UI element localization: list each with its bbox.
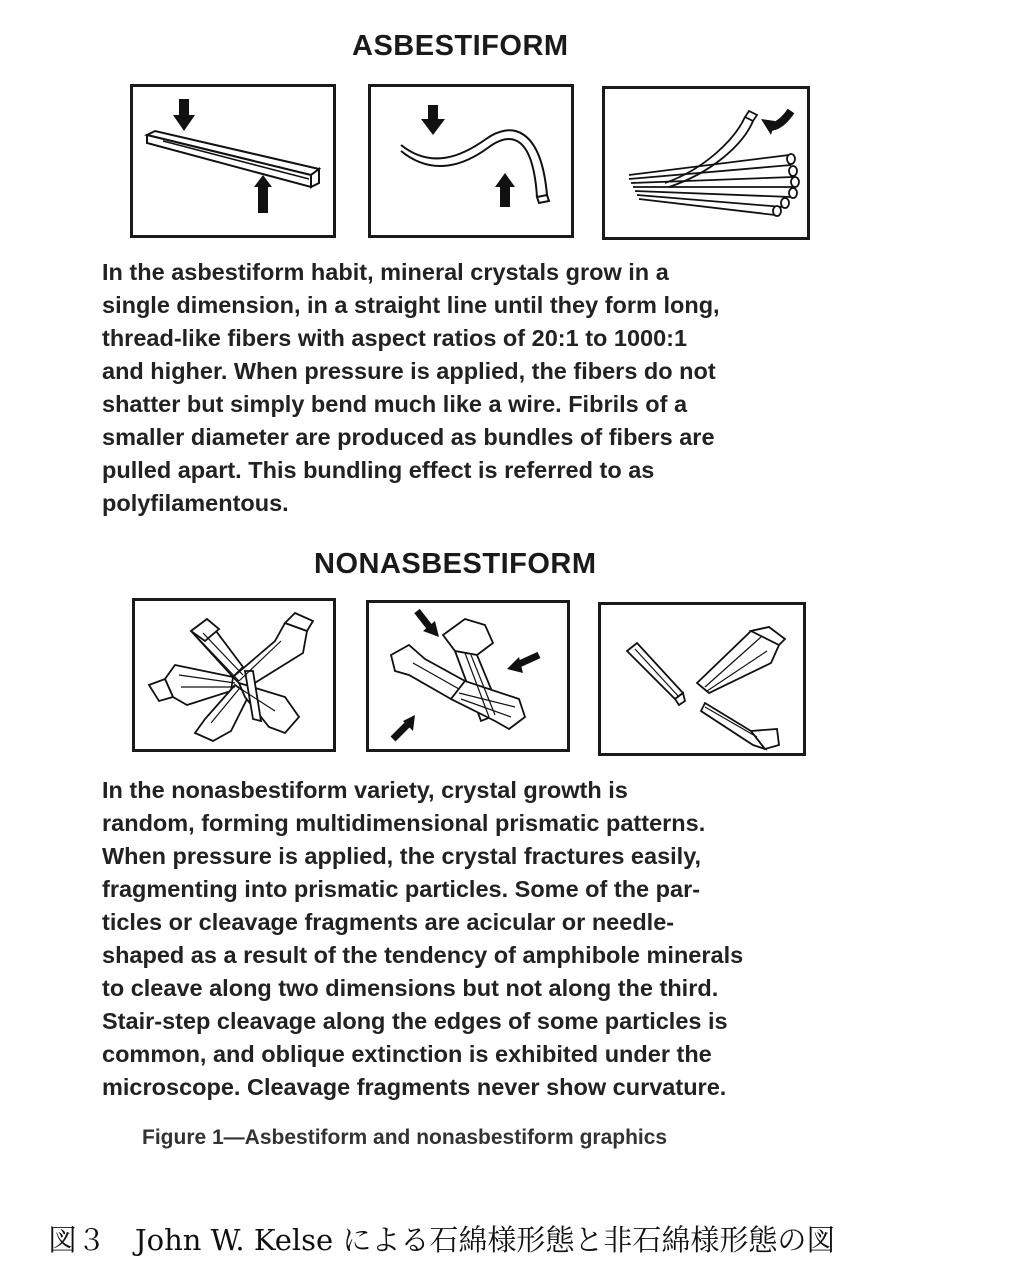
asbestiform-description — [102, 256, 720, 520]
text-line: ticles or cleavage fragments are acicular or needle- — [102, 909, 675, 935]
nonasbestiform-cleavage-fragments-illustration — [598, 602, 806, 756]
curved-arrow-icon — [761, 111, 791, 135]
text-line: and higher. When pressure is applied, the fibers do not — [102, 358, 716, 384]
text-line: When pressure is applied, the crystal fractures easily, — [102, 843, 702, 869]
text-line: microscope. Cleavage fragments never show curvature. — [102, 1074, 727, 1100]
asbestiform-straight-fiber-illustration — [130, 84, 336, 238]
text-line: In the asbestiform habit, mineral crystals grow in a — [102, 259, 669, 285]
up-arrow-icon — [254, 175, 272, 213]
asbestiform-bent-fiber-illustration — [368, 84, 574, 238]
text-line: In the nonasbestiform variety, crystal growth is — [102, 777, 628, 803]
nonasbestiform-prismatic-crystals-illustration — [132, 598, 336, 752]
nonasbestiform-crystal-fracture-illustration — [366, 600, 570, 752]
text-line: to cleave along two dimensions but not along the third. — [102, 975, 719, 1001]
pressure-arrow-icon — [417, 611, 439, 637]
text-line: random, forming multidimensional prismatic patterns. — [102, 810, 706, 836]
text-line: polyfilamentous. — [102, 490, 289, 516]
nonasbestiform-heading: NONASBESTIFORM — [314, 548, 597, 580]
text-line: shatter but simply bend much like a wire. Fibrils of a — [102, 391, 688, 417]
text-line: thread-like fibers with aspect ratios of 20:1 to 1000:1 — [102, 325, 688, 351]
down-arrow-icon — [173, 99, 195, 131]
down-arrow-icon — [421, 105, 445, 135]
text-line: fragmenting into prismatic particles. Some of the par- — [102, 876, 701, 902]
text-line: Stair-step cleavage along the edges of some particles is — [102, 1008, 728, 1034]
text-line: single dimension, in a straight line until they form long, — [102, 292, 720, 318]
text-line: smaller diameter are produced as bundles of fibers are — [102, 424, 715, 450]
text-line: common, and oblique extinction is exhibited under the — [102, 1041, 712, 1067]
text-line: pulled apart. This bundling effect is referred to as — [102, 457, 655, 483]
pressure-arrow-icon — [507, 655, 539, 673]
japanese-figure-caption: 図３ John W. Kelse による石綿様形態と非石綿様形態の図 — [48, 1223, 836, 1257]
text-line: shaped as a result of the tendency of amphibole minerals — [102, 942, 744, 968]
pressure-arrow-icon — [393, 715, 415, 739]
asbestiform-heading: ASBESTIFORM — [352, 30, 569, 62]
figure-caption: Figure 1—Asbestiform and nonasbestiform graphics — [142, 1126, 668, 1149]
asbestiform-fiber-bundle-illustration — [602, 86, 810, 240]
up-arrow-icon — [495, 173, 515, 207]
nonasbestiform-description — [102, 774, 743, 1104]
